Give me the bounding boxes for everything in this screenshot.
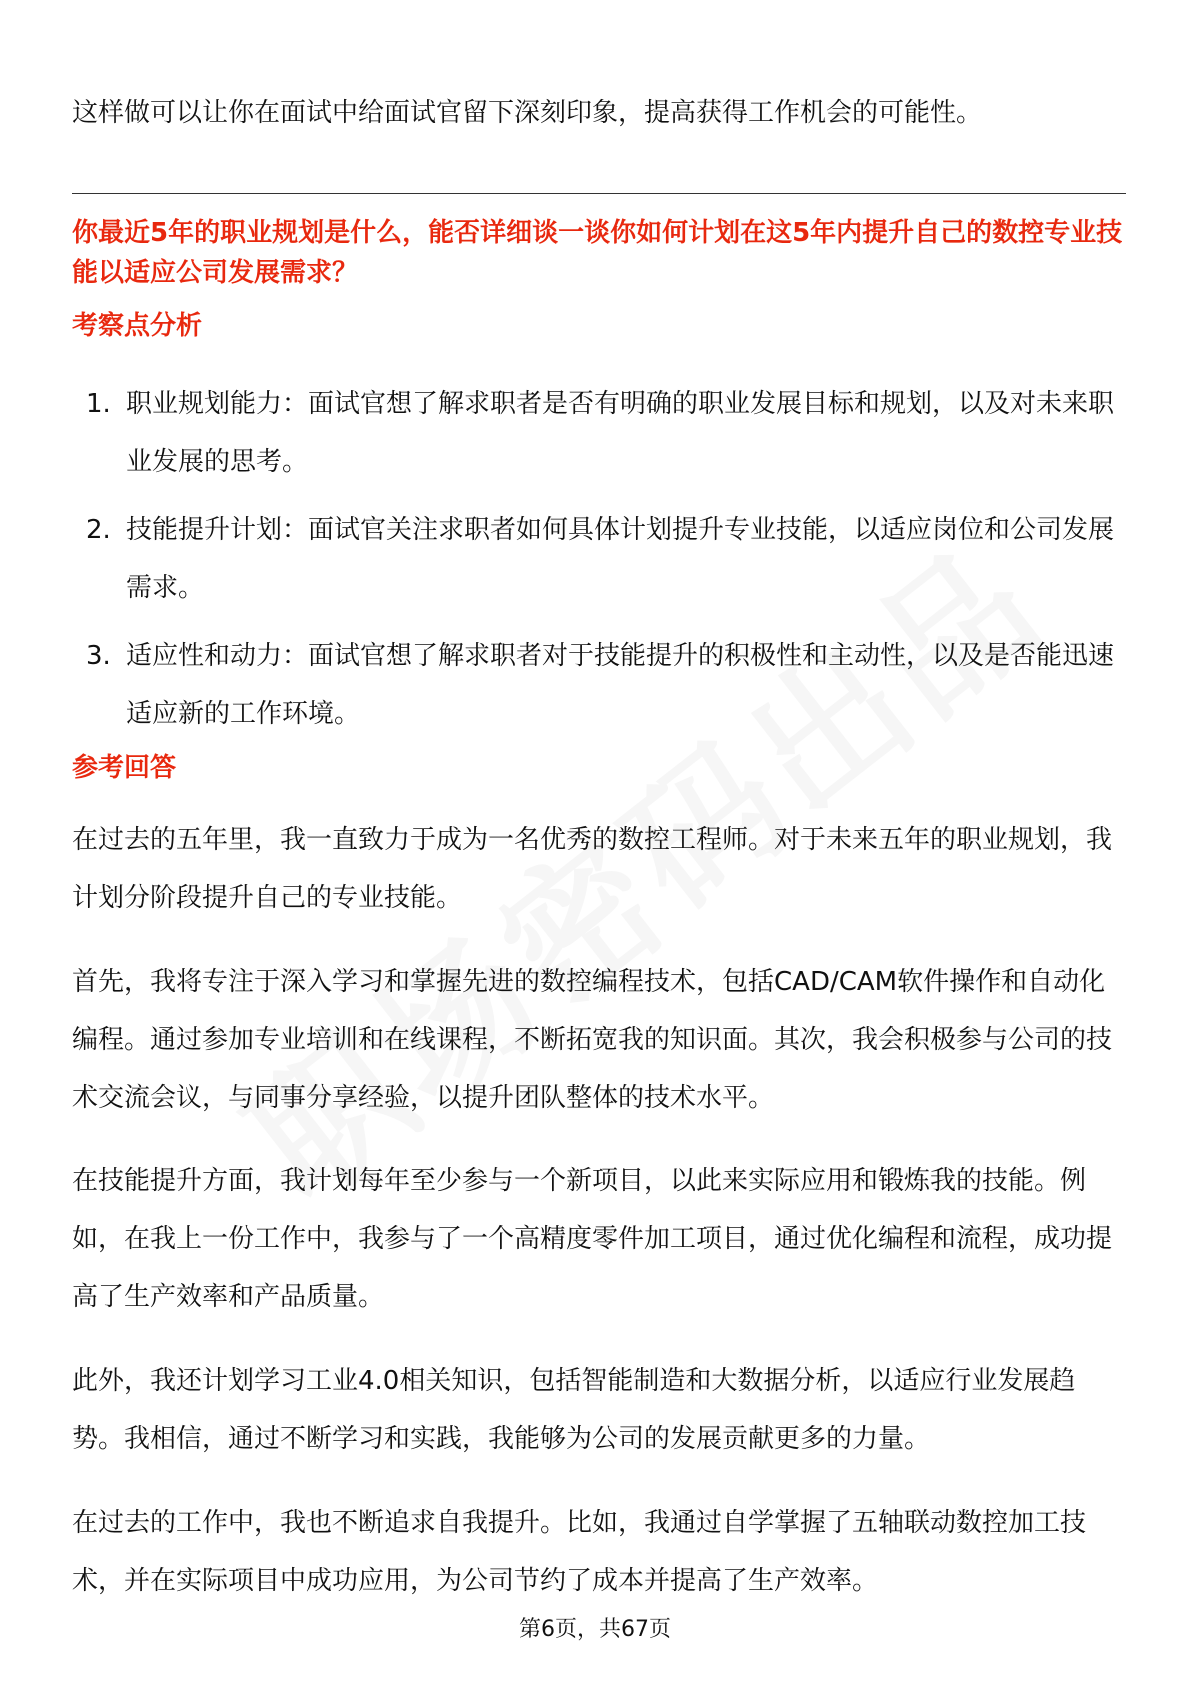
list-item (72, 375, 1126, 491)
list-text: 适应性和动力：面试官想了解求职者对于技能提升的积极性和主动性，以及是否能迅速适应新的工作环境。 (126, 641, 1115, 729)
section-divider (72, 193, 1126, 194)
list-text: 技能提升计划：面试官关注求职者如何具体计划提升专业技能，以适应岗位和公司发展需求。 (126, 515, 1115, 603)
list-number: 1. (86, 389, 111, 419)
analysis-heading: 考察点分析 (72, 311, 203, 341)
answer-heading: 参考回答 (72, 753, 177, 783)
list-item (72, 627, 1126, 743)
analysis-list (72, 375, 1126, 743)
question-title: 你最近5年的职业规划是什么，能否详细谈一谈你如何计划在这5年内提升自己的数控专业技能以适应公司发展需求？ (72, 218, 1123, 288)
page-number: 第6页，共67页 (519, 1617, 671, 1642)
list-item (72, 501, 1126, 617)
list-number: 3. (86, 641, 111, 671)
list-number: 2. (86, 515, 111, 545)
answer-paragraph: 在过去的工作中，我也不断追求自我提升。比如，我通过自学掌握了五轴联动数控加工技术，并在实际项目中成功应用，为公司节约了成本并提高了生产效率。 (72, 1508, 1087, 1596)
answer-paragraph: 此外，我还计划学习工业4.0相关知识，包括智能制造和大数据分析，以适应行业发展趋势。我相信，通过不断学习和实践，我能够为公司的发展贡献更多的力量。 (72, 1366, 1076, 1454)
list-text: 职业规划能力：面试官想了解求职者是否有明确的职业发展目标和规划，以及对未来职业发展的思考。 (126, 389, 1115, 477)
intro-paragraph: 这样做可以让你在面试中给面试官留下深刻印象，提高获得工作机会的可能性。 (72, 98, 983, 128)
answer-paragraph: 在过去的五年里，我一直致力于成为一名优秀的数控工程师。对于未来五年的职业规划，我计划分阶段提升自己的专业技能。 (72, 825, 1113, 913)
answer-paragraph: 在技能提升方面，我计划每年至少参与一个新项目，以此来实际应用和锻炼我的技能。例如，在我上一份工作中，我参与了一个高精度零件加工项目，通过优化编程和流程，成功提高了生产效率和产品质量。 (72, 1166, 1113, 1312)
answer-paragraph: 首先，我将专注于深入学习和掌握先进的数控编程技术，包括CAD/CAM软件操作和自动化编程。通过参加专业培训和在线课程，不断拓宽我的知识面。其次，我会积极参与公司的技术交流会议，与同事分享经验，以提升团队整体的技术水平。 (72, 967, 1113, 1113)
